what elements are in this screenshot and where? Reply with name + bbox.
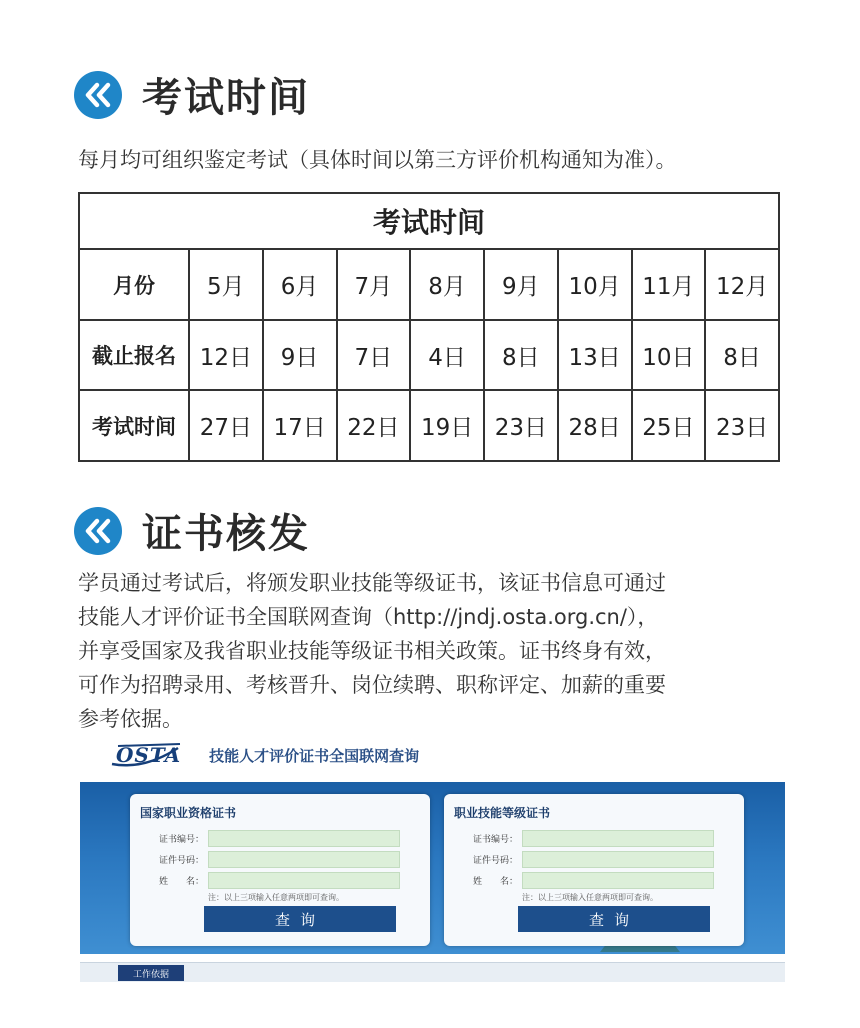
card-title: 职业技能等级证书 [454,806,551,820]
table-cell: 25日 [632,390,706,461]
table-cell: 12日 [189,320,263,391]
row-label: 月份 [79,249,189,320]
table-cell: 17日 [263,390,337,461]
table-row-exam-date [79,390,779,461]
table-cell: 22日 [337,390,411,461]
field-label: 姓 名： [472,877,518,887]
double-chevron-left-icon [74,71,122,119]
table-cell: 6月 [263,249,337,320]
query-note: 注：以上三项输入任意两项即可查询。 [522,893,658,902]
osta-logo-text: OSTA [116,743,182,767]
osta-header [108,740,419,770]
field-row [152,851,400,868]
field-row [152,872,400,889]
name-input[interactable] [208,872,400,889]
cert-query-portal [80,782,785,954]
cert-number-input[interactable] [522,830,714,847]
row-label: 考试时间 [79,390,189,461]
double-chevron-left-icon [74,507,122,555]
table-cell: 13日 [558,320,632,391]
exam-time-heading [74,66,310,123]
table-cell: 28日 [558,390,632,461]
cert-number-input[interactable] [208,830,400,847]
section-title: 证书核发 [142,511,310,557]
table-cell: 10月 [558,249,632,320]
work-basis-tab[interactable]: 工作依据 [118,965,184,981]
field-label: 证件号码： [472,856,518,866]
cert-paragraph [78,566,808,736]
table-cell: 23日 [484,390,558,461]
table-cell: 5月 [189,249,263,320]
row-label: 截止报名 [79,320,189,391]
table-cell: 4日 [410,320,484,391]
table-cell: 8日 [484,320,558,391]
query-card-qualification [130,794,430,946]
cert-heading [74,502,310,559]
id-number-input[interactable] [208,851,400,868]
table-cell: 7月 [337,249,411,320]
paragraph-line: 可作为招聘录用、考核晋升、岗位续聘、职称评定、加薪的重要 [78,673,666,697]
table-cell: 12月 [705,249,779,320]
osta-title: 技能人才评价证书全国联网查询 [209,746,420,765]
query-button[interactable]: 查询 [518,906,710,932]
paragraph-line: 并享受国家及我省职业技能等级证书相关政策。证书终身有效， [78,639,666,663]
paragraph-line: 参考依据。 [78,707,183,731]
table-cell: 27日 [189,390,263,461]
field-row [466,872,714,889]
paragraph-line: 技能人才评价证书全国联网查询（http://jndj.osta.org.cn/）， [78,605,659,629]
table-cell: 11月 [632,249,706,320]
paragraph-line: 学员通过考试后，将颁发职业技能等级证书，该证书信息可通过 [78,571,666,595]
field-label: 姓 名： [158,877,204,887]
table-cell: 23日 [705,390,779,461]
field-label: 证书编号： [158,835,204,845]
field-row [466,851,714,868]
field-row [466,830,714,847]
table-cell: 7日 [337,320,411,391]
card-title: 国家职业资格证书 [140,806,237,820]
query-card-skill-level [444,794,744,946]
portal-bottom-bar [80,962,785,982]
field-label: 证件号码： [158,856,204,866]
table-cell: 10日 [632,320,706,391]
table-cell: 9日 [263,320,337,391]
field-label: 证书编号： [472,835,518,845]
exam-schedule-table [78,192,780,462]
table-row-month [79,249,779,320]
table-caption: 考试时间 [79,193,779,249]
table-cell: 19日 [410,390,484,461]
table-cell: 9月 [484,249,558,320]
name-input[interactable] [522,872,714,889]
table-cell: 8月 [410,249,484,320]
table-cell: 8日 [705,320,779,391]
table-row-deadline [79,320,779,391]
section-title: 考试时间 [142,75,310,121]
field-row [152,830,400,847]
query-note: 注：以上三项输入任意两项即可查询。 [208,893,344,902]
intro-text: 每月均可组织鉴定考试（具体时间以第三方评价机构通知为准）。 [78,148,677,172]
query-button[interactable]: 查询 [204,906,396,932]
id-number-input[interactable] [522,851,714,868]
